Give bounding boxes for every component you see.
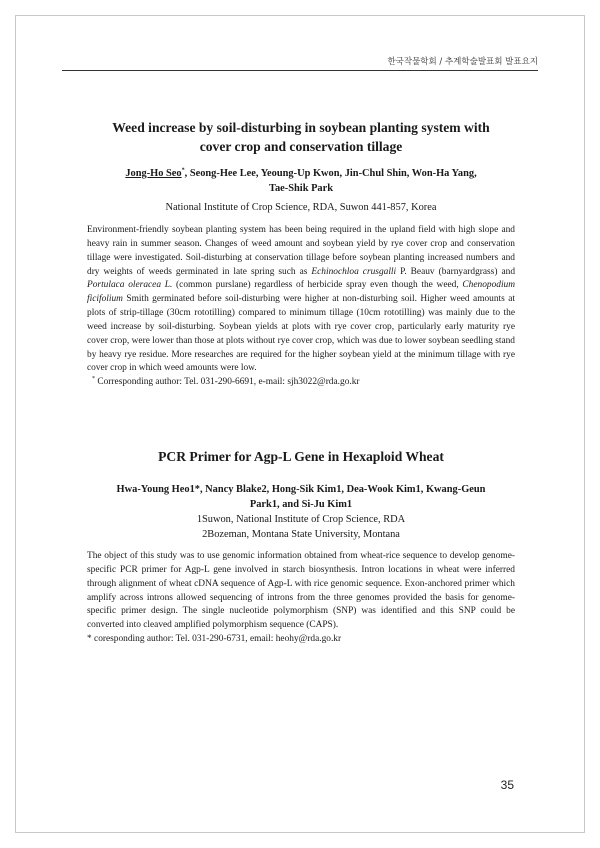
- article-2-corresponding-note: * coresponding author: Tel. 031-290-6731, email: heohy@rda.go.kr: [87, 634, 342, 645]
- article-1-title-block: [87, 118, 515, 156]
- article-1-authors-line-2: Tae-Shik Park: [269, 183, 333, 194]
- coauthors-list: , Seong-Hee Lee, Yeoung-Up Kwon, Jin-Chul Shin, Won-Ha Yang,: [184, 168, 477, 179]
- article-1-title-line-2: cover crop and conservation tillage: [199, 139, 403, 154]
- article-1-corresponding-note: [87, 376, 515, 390]
- article-2-authors-line-1: Hwa-Young Heo1*, Nancy Blake2, Hong-Sik Kim1, Dea-Wook Kim1, Kwang-Geun: [116, 484, 486, 495]
- article-2-title-block: [87, 447, 515, 466]
- article-2-abstract-text: The object of this study was to use genomic information obtained from wheat-rice sequence to develop genome-specific PCR primer for Agp-L gene involved in starch biosynthesis. Intron locations in wheat were inferred through alignment of wheat cDNA sequence of Agp-L with rice genomic sequence. Exon-anchored primer which amplify across introns allowed sequencing of introns from the three genomes provided the basis for genome-specific primer design. The single nucleotide polymorphism (SNP) was identified and this SNP could be converted into cleaved amplified polymorphism sequence (CAPS).: [87, 551, 515, 631]
- article-2-affiliation-2: 2Bozeman, Montana State University, Montana: [202, 529, 400, 540]
- abstract-segment: P. Beauv (barnyardgrass) and: [396, 266, 516, 277]
- abstract-segment: (common purslane) regardless of herbicide spray even though the weed,: [172, 280, 463, 291]
- article-1-abstract-text: [87, 224, 515, 376]
- article-1-authors: [87, 166, 515, 215]
- article-1-title-line-1: Weed increase by soil-disturbing in soybean planting system with: [112, 120, 490, 135]
- corresponding-author-mark: *: [181, 167, 185, 174]
- page-number: 35: [500, 778, 514, 792]
- article-1-affiliation: National Institute of Crop Science, RDA, Suwon 441-857, Korea: [165, 202, 437, 213]
- article-2-affiliation-1: 1Suwon, National Institute of Crop Science, RDA: [196, 514, 406, 525]
- abstract-segment: Smith germinated before soil-disturbing were higher at non-disturbing soil. Higher weed amounts at plots of strip-tillage (30cm rototilling) compared to minimum tillage (10cm rototilling) was mainly due to the weed increase by soil-disturbing. Soybean yields at plots with rye cover crop, particularly early maturity rye cover crop, were lower than those at plots without rye cover crop, which was due to lower soybean seedling stand by heavy rye residue. More researches are required for the higher soybean yield at the minimum tillage with rye cover crop in which weed amounts were low.: [87, 294, 515, 374]
- species-name-chenopodium: Chenopodium ficifolium: [87, 280, 516, 305]
- article-2-title: PCR Primer for Agp-L Gene in Hexaploid Wheat: [158, 449, 444, 464]
- note-mark: *: [92, 376, 95, 383]
- species-name-echinochloa: Echinochloa crusgalli: [311, 266, 397, 277]
- article-2-authors-line-2: Park1, and Si-Ju Kim1: [249, 499, 353, 510]
- species-name-portulaca: Portulaca oleracea L.: [87, 280, 173, 291]
- article-2-abstract: [87, 550, 515, 647]
- running-header: 한국작물학회 / 추계학술발표회 발표요지: [387, 57, 538, 67]
- article-1-authors-line-1: [87, 166, 515, 181]
- corresponding-contact: Corresponding author: Tel. 031-290-6691, e-mail: sjh3022@rda.go.kr: [97, 377, 360, 388]
- corresponding-author-name: Jong-Ho Seo: [125, 168, 182, 179]
- article-2-authors: [87, 482, 515, 542]
- header-rule: [62, 70, 538, 71]
- article-1-abstract: [87, 224, 515, 390]
- abstract-segment: Environment-friendly soybean planting system has been being required in the upland field with high slope and heavy rain in summer season. Changes of weed amount and soybean yield by rye cover crop and conservation tillage were investigated. Soil-disturbing at conservation tillage before soybean planting increased numbers and dry weights of weeds germinated in late spring such as: [87, 225, 515, 277]
